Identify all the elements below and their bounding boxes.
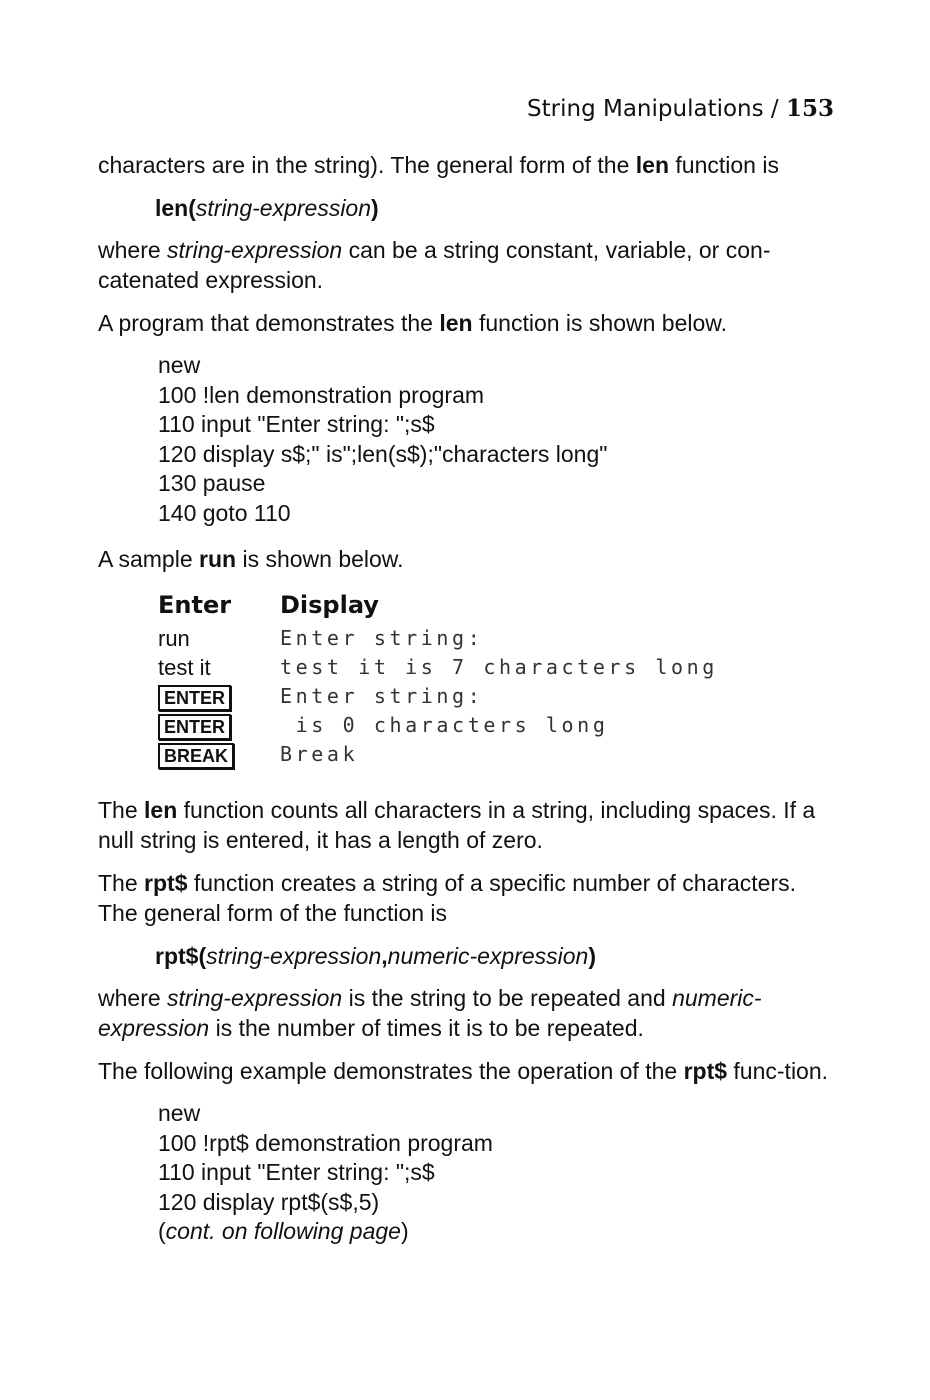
text: where [98, 985, 168, 1011]
enter-key-icon: ENTER [158, 685, 231, 711]
code-line: 120 display rpt$(s$,5) [158, 1188, 380, 1215]
keyword-run: run [199, 546, 237, 572]
keyword-len: len [439, 310, 473, 336]
paren: ) [371, 195, 379, 221]
display-output: Enter string: [280, 684, 484, 708]
sample-row [158, 711, 834, 740]
code-line: 100 !rpt$ demonstration program [158, 1129, 493, 1156]
display-output: is 0 characters long [280, 713, 609, 737]
sample-run-table [158, 587, 834, 769]
paragraph-rpt-intro [98, 868, 834, 928]
key-cell [158, 740, 280, 769]
code-line: 130 pause [158, 470, 266, 496]
sample-row [158, 624, 834, 653]
term: numeric-expression [98, 985, 762, 1041]
comma: , [381, 943, 388, 969]
sample-row [158, 740, 834, 769]
paragraph-rpt-where [98, 983, 834, 1043]
display-output: Break [280, 742, 359, 766]
text: The [98, 797, 145, 823]
entered-text: run [158, 626, 190, 651]
code-line: 120 display s$;" is";len(s$);"characters long" [158, 440, 608, 467]
continued-note [158, 1217, 834, 1247]
text: characters are in the string). The general form of the [98, 152, 636, 178]
page-number: 153 [785, 95, 834, 122]
rpt-general-form [155, 941, 834, 971]
continued-text: cont. on following page [165, 1218, 401, 1244]
code-line: 110 input "Enter string: ";s$ [158, 411, 435, 437]
paragraph-len-counts [98, 795, 834, 855]
text: function counts all characters in a string, including spaces. If a null string is entered, it has a length of zero. [98, 797, 816, 853]
argument: numeric-expression [387, 943, 589, 969]
code-line: new [158, 352, 201, 378]
text: The following example demonstrates the operation of the [98, 1058, 684, 1084]
entered-text: test it [158, 655, 211, 680]
display-output: test it is 7 characters long [280, 655, 718, 679]
keyword: len( [155, 195, 196, 221]
section-title: String Manipulations / [527, 96, 786, 122]
break-key-icon: BREAK [158, 743, 234, 769]
term: string-expression [167, 985, 343, 1011]
code-line: new [158, 1100, 201, 1126]
argument: string-expression [206, 943, 382, 969]
sample-row [158, 682, 834, 711]
paragraph-rpt-example [98, 1056, 834, 1086]
key-cell [158, 682, 280, 711]
enter-key-icon: ENTER [158, 714, 231, 740]
keyword-rpt: rpt$ [144, 870, 188, 896]
text: is shown below. [236, 546, 404, 572]
column-header-enter: Enter [158, 591, 232, 619]
code-line: 140 goto 110 [158, 499, 291, 526]
paragraph-len-where [98, 235, 834, 295]
keyword-len: len [635, 152, 670, 178]
sample-row [158, 653, 834, 682]
paren: ) [588, 943, 597, 969]
paragraph-sample-run [98, 544, 834, 574]
keyword: rpt$( [155, 943, 207, 969]
paren: ) [400, 1218, 409, 1244]
text: The [98, 870, 145, 896]
text: where [98, 237, 168, 263]
text: is the string to be repeated and [342, 985, 673, 1011]
running-header [98, 94, 834, 124]
keyword-rpt: rpt$ [683, 1058, 728, 1084]
code-line: 100 !len demonstration program [158, 381, 485, 408]
text: can be a string constant, variable, or con-catenated expression. [98, 237, 771, 293]
text: function is [669, 152, 779, 178]
code-line: 110 input "Enter string: ";s$ [158, 1159, 435, 1185]
text: func-tion. [727, 1058, 829, 1084]
column-header-display: Display [280, 591, 379, 619]
text: A sample [98, 546, 199, 572]
paragraph-len-program [98, 308, 834, 338]
paren: ( [158, 1218, 166, 1244]
len-general-form [155, 193, 834, 223]
sample-table-header [158, 587, 834, 624]
program-listing-rpt [158, 1099, 834, 1247]
keyword-len: len [144, 797, 178, 823]
key-cell [158, 711, 280, 740]
display-output: Enter string: [280, 626, 484, 650]
text: function is shown below. [472, 310, 728, 336]
text: is the number of times it is to be repeated. [209, 1015, 644, 1041]
program-listing-len [158, 351, 834, 528]
paragraph-len-intro [98, 150, 834, 180]
argument: string-expression [195, 195, 372, 221]
text: A program that demonstrates the [98, 310, 440, 336]
term: string-expression [167, 237, 343, 263]
text: function creates a string of a specific number of characters. The general form of the function is [98, 870, 796, 926]
